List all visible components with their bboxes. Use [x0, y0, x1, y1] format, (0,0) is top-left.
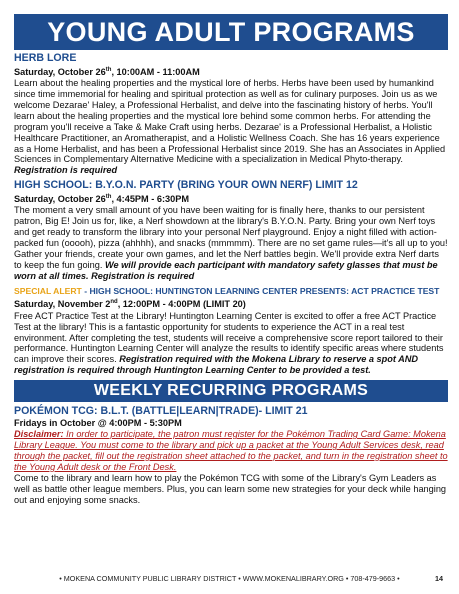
program-description — [14, 311, 448, 376]
program-date: Saturday, October 26th, 10:00AM - 11:00AM — [14, 66, 200, 77]
description-text: Free ACT Practice Test at the Library! Huntington Learning Center is excited to offer a free ACT Practice Test at the library! This is a fantastic opportunity for students to experience the ACT in a real test environment. After completing the test, students will receive a comprehensive score report tailored to their performance. Huntington Learning Center will analyze the results to identify specific areas where students can improve their scores. — [14, 310, 444, 365]
program-act-practice — [14, 285, 448, 377]
registration-note: Registration is required — [14, 165, 118, 176]
registration-note: We will provide each participant with mandatory safety glasses that must be worn at all times. Registration is required — [14, 259, 438, 281]
program-pokemon-tcg — [14, 405, 448, 505]
footer — [0, 574, 459, 584]
program-date: Saturday, November 2nd, 12:00PM - 4:00PM (LIMIT 20) — [14, 299, 246, 310]
registration-note: Registration required with the Mokena Library to reserve a spot AND registration is required through Huntington Learning Center to be provided a test. — [14, 354, 419, 376]
program-heading — [14, 285, 448, 298]
program-herb-lore — [14, 52, 448, 176]
disclaimer — [14, 429, 448, 473]
program-heading: HIGH SCHOOL: B.Y.O.N. PARTY (BRING YOUR OWN NERF) LIMIT 12 — [14, 179, 358, 192]
program-heading: POKÉMON TCG: B.L.T. (BATTLE|LEARN|TRADE)- LIMIT 21 — [14, 405, 308, 418]
program-heading-text: - HIGH SCHOOL: HUNTINGTON LEARNING CENTER PRESENTS: ACT PRACTICE TEST — [81, 285, 440, 296]
program-description — [14, 205, 448, 281]
program-heading: HERB LORE — [14, 52, 77, 64]
description-text: The moment a very small amount of you have been waiting for is finally here, thanks to our persistent patron, Big E! Join us for, like, a Nerf showdown at the library's B.Y.O.N. Party. Bring your own Nerf toys and get ready to transform the library into your personal Nerf playground. Enjoy a night filled with action-packed fun (ooooh), pizza (ahhhh), and snacks (mmmmm). There are no set game rules—it's all up to you! Gather your friends, create your own games, and let the Nerf battles begin. We'll provide extra Nerf darts to keep the fun going. — [14, 205, 448, 270]
section-title-recurring: WEEKLY RECURRING PROGRAMS — [14, 380, 448, 402]
page-title: YOUNG ADULT PROGRAMS — [14, 14, 448, 50]
page-number: 14 — [435, 574, 443, 583]
special-alert-label: SPECIAL ALERT — [14, 285, 82, 296]
page — [14, 14, 448, 508]
disclaimer-text: In order to participate, the patron must register for the Pokémon Trading Card Game: Mokena Library League. You must come to the library and pick up a packet at the Young Adult Services desk, read through the packet, fill out the registration sheet attached to the packet, and turn in the registration sheet to the Young Adult desk or the Front Desk. — [14, 429, 448, 472]
disclaimer-label: Disclaimer: — [14, 429, 64, 440]
program-nerf-party — [14, 179, 448, 281]
description-text: Learn about the healing properties and the mystical lore of herbs. Herbs have been used by humankind since time immemorial for healing and spiritual protection as well as for culinary purposes. Join us as we welcome Dezarae' Haley, a Professional Herbalist, and delve into the fascinating history of herbs. You'll learn about the healing properties and the mystical lore behind some common herbs. For attending the program you'll receive a Take & Make Craft using herbs. Dezarae' is a Professional Herbalist, a Holistic Healthcare Practitioner, an Aromatherapist, and a Holistic Wellness Coach. She has 16 years experience as a Home Herbalist, and has been a Professional Herbalist since 2019. She has an Associates in Applied Sciences in Complementary Alternative Medicine with a specialization in Medical Phyto-therapy. — [14, 78, 446, 165]
program-date: Saturday, October 26th, 4:45PM - 6:30PM — [14, 193, 190, 204]
program-date: Fridays in October @ 4:00PM - 5:30PM — [14, 417, 182, 428]
program-description: Come to the library and learn how to play the Pokémon TCG with some of the Library's Gym Leaders as well as battle other league members. Plus, you can learn some new strategies for your deck while hanging out and enjoying some snacks. — [14, 472, 447, 505]
footer-text: • MOKENA COMMUNITY PUBLIC LIBRARY DISTRICT • WWW.MOKENALIBRARY.ORG • 708-479-9663 • — [59, 574, 400, 583]
program-description — [14, 78, 448, 176]
